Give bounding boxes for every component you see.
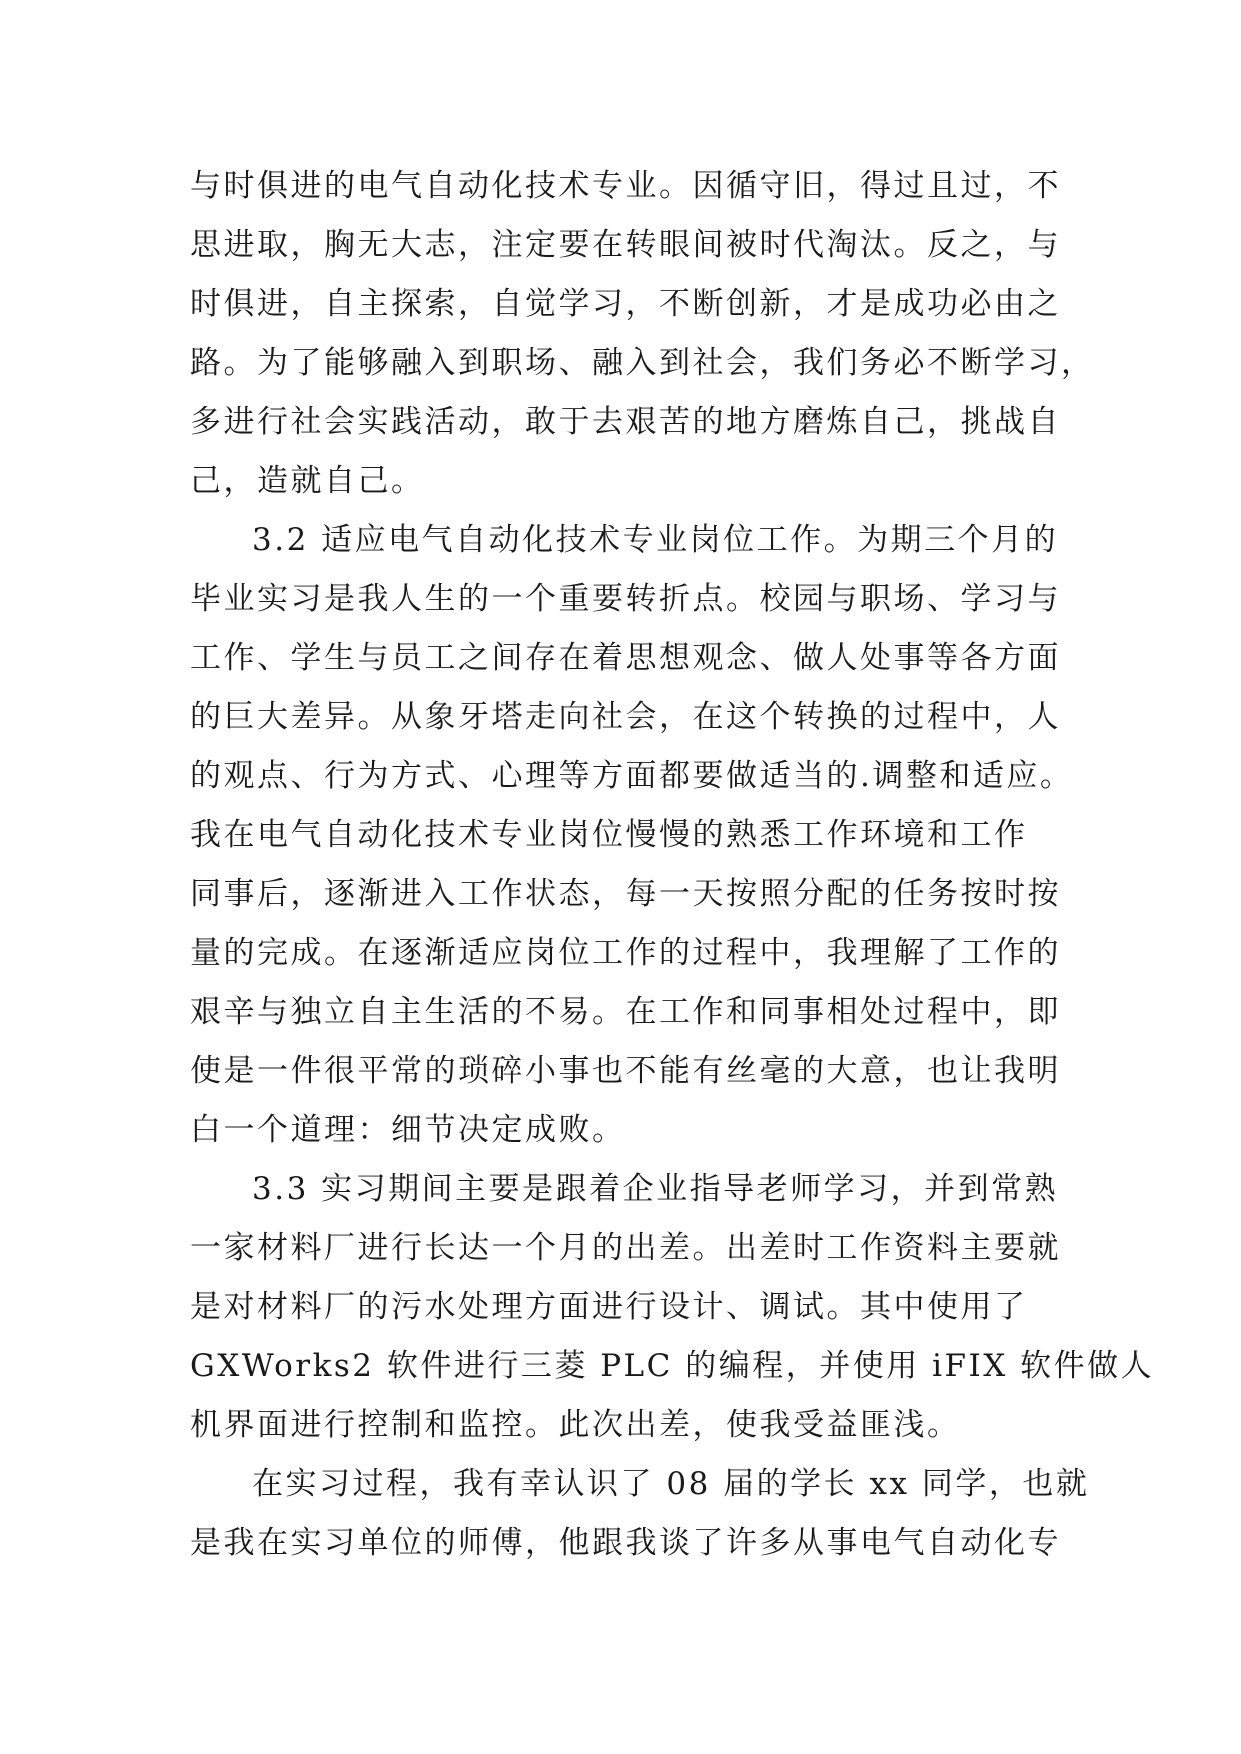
text-line: 工作、学生与员工之间存在着思想观念、做人处事等各方面 (190, 640, 1061, 676)
paragraph-3 (190, 1160, 1155, 1455)
text-line: 一家材料厂进行长达一个月的出差。出差时工作资料主要就 (190, 1230, 1061, 1266)
text-line: 的观点、行为方式、心理等方面都要做适当的.调整和适应。 (190, 758, 1074, 794)
text-line: 机界面进行控制和监控。此次出差，使我受益匪浅。 (190, 1407, 961, 1443)
text-line: 艰辛与独立自主生活的不易。在工作和同事相处过程中，即 (190, 994, 1061, 1030)
text-line: 量的完成。在逐渐适应岗位工作的过程中，我理解了工作的 (190, 935, 1061, 971)
text-line: 3.2 适应电气自动化技术专业岗位工作。为期三个月的 (252, 522, 1059, 558)
text-line: 我在电气自动化技术专业岗位慢慢的熟悉工作环境和工作 (190, 817, 1028, 853)
text-line: 路。为了能够融入到职场、融入到社会，我们务必不断学习， (190, 345, 1095, 381)
text-line: 白一个道理：细节决定成败。 (190, 1112, 626, 1148)
text-line: 时俱进，自主探索，自觉学习，不断创新，才是成功必由之 (190, 286, 1061, 322)
paragraph-4 (190, 1455, 1090, 1573)
text-line: 3.3 实习期间主要是跟着企业指导老师学习，并到常熟 (252, 1171, 1059, 1207)
text-line: 与时俱进的电气自动化技术专业。因循守旧，得过且过，不 (190, 168, 1061, 204)
text-line: 己，造就自己。 (190, 463, 425, 499)
text-line: 毕业实习是我人生的一个重要转折点。校园与职场、学习与 (190, 581, 1061, 617)
text-line: 多进行社会实践活动，敢于去艰苦的地方磨炼自己，挑战自 (190, 404, 1061, 440)
text-line: 使是一件很平常的琐碎小事也不能有丝毫的大意，也让我明 (190, 1053, 1061, 1089)
text-line: 的巨大差异。从象牙塔走向社会，在这个转换的过程中，人 (190, 699, 1061, 735)
text-line: 是我在实习单位的师傅，他跟我谈了许多从事电气自动化专 (190, 1525, 1061, 1561)
text-line: 思进取，胸无大志，注定要在转眼间被时代淘汰。反之，与 (190, 227, 1061, 263)
text-line: GXWorks2 软件进行三菱 PLC 的编程，并使用 iFIX 软件做人 (190, 1348, 1155, 1384)
text-line: 在实习过程，我有幸认识了 08 届的学长 xx 同学，也就 (252, 1466, 1090, 1502)
text-line: 同事后，逐渐进入工作状态，每一天按照分配的任务按时按 (190, 876, 1061, 912)
paragraph-2 (190, 511, 1074, 1160)
document-body (190, 157, 1155, 1573)
paragraph-1 (190, 157, 1095, 511)
text-line: 是对材料厂的污水处理方面进行设计、调试。其中使用了 (190, 1289, 1028, 1325)
